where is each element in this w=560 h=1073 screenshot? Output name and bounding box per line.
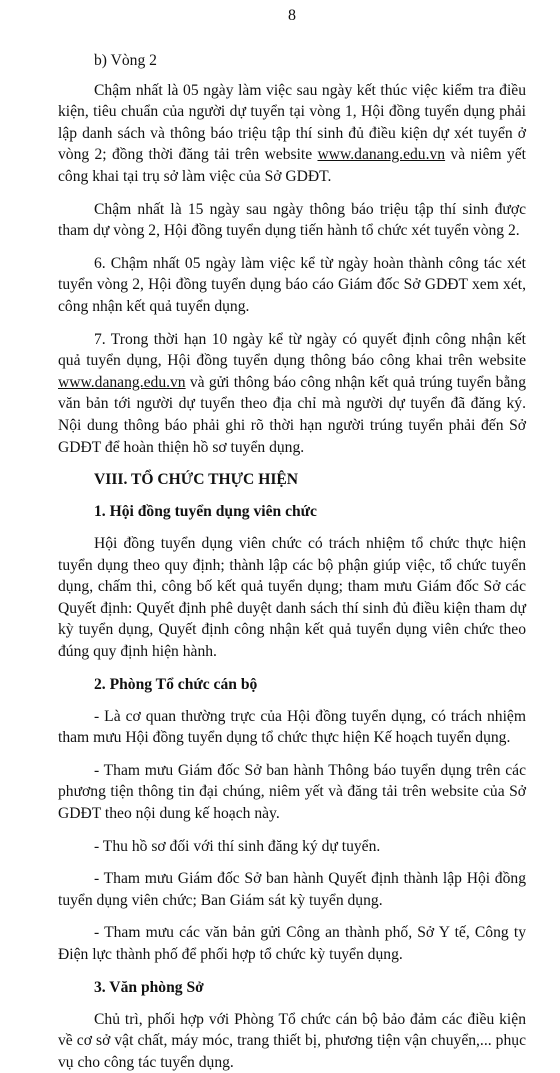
round-2-paragraph-2: Chậm nhất là 15 ngày sau ngày thông báo triệu tập thí sinh được tham dự vòng 2, Hội đồng tuyển dụng tiến hành tổ chức xét tuyển vòng 2. <box>58 200 526 240</box>
section-8-3-title: 3. Văn phòng Sở <box>94 978 204 996</box>
section-8-1-text: Hội đồng tuyển dụng viên chức có trách nhiệm tổ chức thực hiện tuyển dụng theo quy định; thành lập các bộ phận giúp việc, tổ chức tuyển dụng, chấm thi, công bố kết quả tuyển dụng; tham mưu Giám đốc Sở các Quyết định: Quyết định phê duyệt danh sách thí sinh đủ điều kiện tham dự kỳ tuyển dụng, Quyết định công nhận kết quả tuyển dụng viên chức theo đúng quy định hiện hành. <box>58 535 526 661</box>
round-2-label: b) Vòng 2 <box>94 52 157 69</box>
item-6-paragraph: 6. Chậm nhất 05 ngày làm việc kể từ ngày hoàn thành công tác xét tuyển vòng 2, Hội đồng tuyển dụng báo cáo Giám đốc Sở GDĐT xem xét, công nhận kết quả tuyển dụng. <box>58 254 526 315</box>
page-number: 8 <box>288 7 296 24</box>
website-link[interactable]: www.danang.edu.vn <box>317 146 446 164</box>
round-2-text-before-link: Chậm nhất là 05 ngày làm việc sau ngày kết thúc việc kiểm tra điều kiện, tiêu chuẩn của người dự tuyển tại vòng 1, Hội đồng tuyển dụng phải lập danh sách và thông báo triệu tập thí sinh đủ điều kiện dự xét tuyển ở vòng 2; đồng thời đăng tải trên website <box>58 81 526 164</box>
section-8-2-item: - Tham mưu Giám đốc Sở ban hành Quyết định thành lập Hội đồng tuyển dụng viên chức; Ban Giám sát kỳ tuyển dụng. <box>58 870 526 909</box>
item-7-text-before-link: 7. Trong thời hạn 10 ngày kể từ ngày có quyết định công nhận kết quả tuyển dụng, Hội đồng tuyển dụng thông báo công khai trên website <box>58 330 526 370</box>
website-link[interactable]: www.danang.edu.vn <box>58 373 186 391</box>
section-8-2-item: - Tham mưu các văn bản gửi Công an thành phố, Sở Y tế, Công ty Điện lực thành phố để phối hợp tổ chức kỳ tuyển dụng. <box>58 924 526 963</box>
round-2-text-after-link: và niêm yết công khai tại trụ sở làm việc của Sở GDĐT. <box>58 146 526 185</box>
section-8-title: VIII. TỔ CHỨC THỰC HIỆN <box>94 471 299 489</box>
section-8-1-title: 1. Hội đồng tuyển dụng viên chức <box>94 503 317 521</box>
item-7-text-after-link: và gửi thông báo công nhận kết quả trúng tuyển bằng văn bản tới người dự tuyển theo địa chỉ mà người dự tuyển đã đăng ký. Nội dung thông báo phải ghi rõ thời hạn người trúng tuyển phải đến Sở GDĐT để hoàn thiện hồ sơ tuyển dụng. <box>58 373 526 456</box>
section-8-2-item: - Là cơ quan thường trực của Hội đồng tuyển dụng, có trách nhiệm tham mưu Hội đồng tuyển dụng tổ chức thực hiện Kế hoạch tuyển dụng. <box>58 707 526 747</box>
section-8-2-item: - Thu hồ sơ đối với thí sinh đăng ký dự tuyển. <box>94 837 381 855</box>
round-2-paragraph-1 <box>58 80 526 188</box>
section-8-3-text: Chủ trì, phối hợp với Phòng Tổ chức cán bộ bảo đảm các điều kiện về cơ sở vật chất, máy móc, trang thiết bị, phương tiện vận chuyển,... phục vụ cho công tác tuyển dụng. <box>58 1010 526 1071</box>
section-8-2-title: 2. Phòng Tổ chức cán bộ <box>94 675 258 693</box>
item-7-paragraph <box>58 329 526 459</box>
section-8-2-item: - Tham mưu Giám đốc Sở ban hành Thông báo tuyển dụng trên các phương tiện thông tin đại chúng, niêm yết và đăng tải trên website của Sở GDĐT theo nội dung kế hoạch này. <box>58 761 526 823</box>
